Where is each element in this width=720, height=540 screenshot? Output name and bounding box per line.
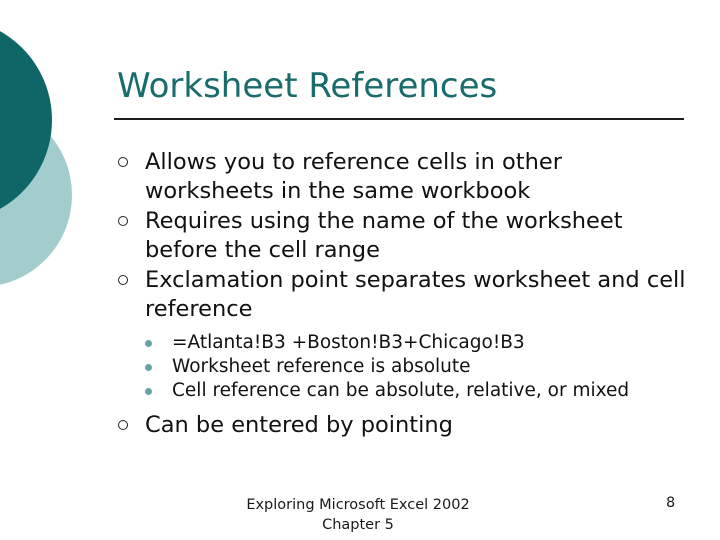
bullet-item bbox=[118, 411, 688, 440]
bullet-text: Requires using the name of the worksheet before the cell range bbox=[145, 208, 623, 263]
bullet-item bbox=[118, 207, 688, 265]
sub-bullet-item bbox=[145, 355, 688, 379]
hollow-circle-bullet-icon bbox=[118, 157, 128, 167]
bullet-item bbox=[118, 148, 688, 206]
hollow-circle-bullet-icon bbox=[118, 216, 128, 226]
filled-dot-bullet-icon bbox=[145, 364, 152, 371]
sub-bullet-text: =Atlanta!B3 +Boston!B3+Chicago!B3 bbox=[172, 332, 525, 353]
bullet-text: Allows you to reference cells in other worksheets in the same workbook bbox=[145, 149, 562, 204]
decorative-circles bbox=[0, 0, 120, 300]
filled-dot-bullet-icon bbox=[145, 340, 152, 347]
slide-title: Worksheet References bbox=[117, 66, 498, 106]
sub-bullet-text: Cell reference can be absolute, relative, or mixed bbox=[172, 380, 630, 401]
sub-bullet-text: Worksheet reference is absolute bbox=[172, 356, 471, 377]
page-number: 8 bbox=[666, 495, 676, 511]
hollow-circle-bullet-icon bbox=[118, 420, 128, 430]
bullet-list bbox=[118, 148, 688, 441]
bullet-item bbox=[118, 266, 688, 403]
bullet-text: Exclamation point separates worksheet and cell reference bbox=[145, 267, 686, 322]
filled-dot-bullet-icon bbox=[145, 388, 152, 395]
hollow-circle-bullet-icon bbox=[118, 275, 128, 285]
sub-bullet-list bbox=[145, 331, 688, 403]
title-underline bbox=[114, 118, 684, 120]
footer-line-1: Exploring Microsoft Excel 2002 bbox=[246, 497, 470, 513]
sub-bullet-item bbox=[145, 331, 688, 355]
bullet-text: Can be entered by pointing bbox=[145, 412, 453, 438]
footer-line-2: Chapter 5 bbox=[322, 517, 394, 533]
sub-bullet-item bbox=[145, 379, 688, 403]
slide-footer bbox=[228, 495, 488, 535]
